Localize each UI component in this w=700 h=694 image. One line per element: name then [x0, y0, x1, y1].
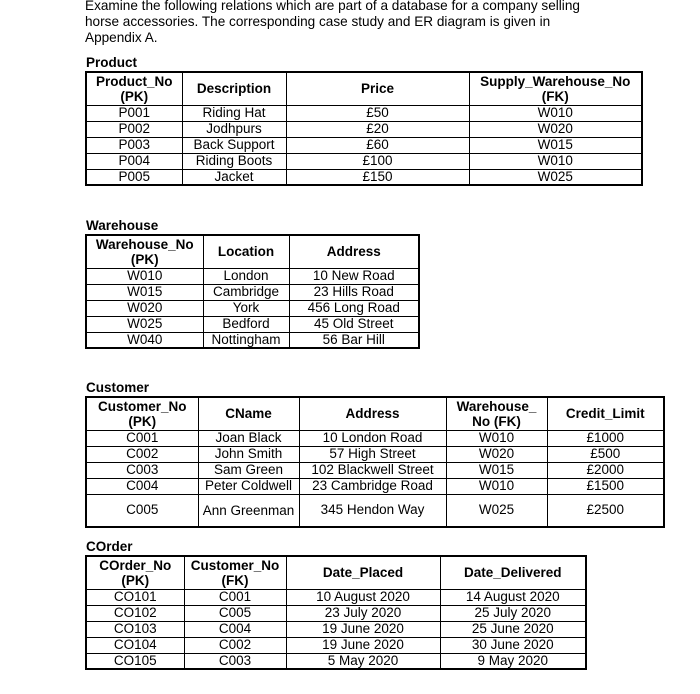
customer-cell: 10 London Road	[299, 430, 446, 446]
corder-cell: CO101	[86, 589, 184, 605]
product-cell: P002	[86, 121, 182, 137]
product-cell: £50	[286, 105, 469, 121]
table-row	[86, 462, 664, 478]
table-row	[86, 494, 664, 527]
corder-cell: 19 June 2020	[286, 621, 440, 637]
product-cell: Riding Boots	[182, 153, 286, 169]
intro-paragraph: Examine the following relations which are part of a database for a company selling horse accessories. The corresponding case study and ER diagram is given in Appendix A.	[85, 0, 580, 45]
warehouse-cell: W010	[86, 268, 203, 284]
corder-cell: 25 July 2020	[440, 605, 586, 621]
corder-cell: 25 June 2020	[440, 621, 586, 637]
warehouse-cell: W040	[86, 332, 203, 348]
customer-header-customer-no: Customer_No (PK)	[86, 397, 198, 430]
product-header-product-no: Product_No (PK)	[86, 72, 182, 105]
corder-table	[85, 555, 587, 670]
customer-cell: C005	[86, 494, 198, 527]
customer-header-cname: CName	[198, 397, 299, 430]
product-cell: P005	[86, 169, 182, 185]
corder-cell: 5 May 2020	[286, 653, 440, 669]
table-row	[86, 478, 664, 494]
customer-cell: Sam Green	[198, 462, 299, 478]
customer-header-warehouse-no: Warehouse_ No (FK)	[446, 397, 547, 430]
table-row	[86, 621, 586, 637]
product-cell: £60	[286, 137, 469, 153]
product-cell: Back Support	[182, 137, 286, 153]
warehouse-cell: York	[203, 300, 289, 316]
product-cell: Jodhpurs	[182, 121, 286, 137]
corder-table-title: COrder	[86, 539, 133, 554]
warehouse-cell: Bedford	[203, 316, 289, 332]
corder-cell: C003	[184, 653, 286, 669]
warehouse-cell: W015	[86, 284, 203, 300]
table-row	[86, 137, 642, 153]
corder-cell: C002	[184, 637, 286, 653]
table-row	[86, 332, 419, 348]
product-cell: Riding Hat	[182, 105, 286, 121]
product-cell: Jacket	[182, 169, 286, 185]
product-cell: W015	[469, 137, 642, 153]
customer-cell: £2000	[547, 462, 664, 478]
table-row	[86, 268, 419, 284]
product-cell: W020	[469, 121, 642, 137]
table-row	[86, 121, 642, 137]
product-table-title: Product	[86, 55, 138, 70]
corder-header-customer-no: Customer_No (FK)	[184, 556, 286, 589]
corder-cell: 9 May 2020	[440, 653, 586, 669]
corder-cell: 30 June 2020	[440, 637, 586, 653]
customer-cell: John Smith	[198, 446, 299, 462]
customer-cell: C004	[86, 478, 198, 494]
product-header-supply-warehouse-no: Supply_Warehouse_No (FK)	[469, 72, 642, 105]
table-row	[86, 316, 419, 332]
product-cell: P004	[86, 153, 182, 169]
customer-cell: C002	[86, 446, 198, 462]
corder-cell: C004	[184, 621, 286, 637]
customer-table	[85, 396, 665, 528]
warehouse-header-address: Address	[289, 235, 419, 268]
corder-cell: C005	[184, 605, 286, 621]
warehouse-cell: 45 Old Street	[289, 316, 419, 332]
warehouse-cell: Nottingham	[203, 332, 289, 348]
customer-cell: W010	[446, 478, 547, 494]
customer-header-address: Address	[299, 397, 446, 430]
product-cell: P003	[86, 137, 182, 153]
corder-cell: CO104	[86, 637, 184, 653]
corder-cell: 10 August 2020	[286, 589, 440, 605]
warehouse-header-warehouse-no: Warehouse_No (PK)	[86, 235, 203, 268]
corder-cell: 23 July 2020	[286, 605, 440, 621]
product-cell: W010	[469, 153, 642, 169]
table-row	[86, 430, 664, 446]
table-row	[86, 284, 419, 300]
warehouse-table	[85, 234, 420, 349]
table-row	[86, 169, 642, 185]
corder-header-date-placed: Date_Placed	[286, 556, 440, 589]
customer-header-credit-limit: Credit_Limit	[547, 397, 664, 430]
table-row	[86, 653, 586, 669]
customer-cell: C003	[86, 462, 198, 478]
warehouse-cell: 23 Hills Road	[289, 284, 419, 300]
corder-header-date-delivered: Date_Delivered	[440, 556, 586, 589]
table-row	[86, 589, 586, 605]
customer-cell: C001	[86, 430, 198, 446]
warehouse-cell: W020	[86, 300, 203, 316]
product-cell: P001	[86, 105, 182, 121]
warehouse-table-title: Warehouse	[86, 218, 159, 233]
warehouse-cell: 56 Bar Hill	[289, 332, 419, 348]
product-cell: £20	[286, 121, 469, 137]
warehouse-cell: 10 New Road	[289, 268, 419, 284]
product-cell: W010	[469, 105, 642, 121]
customer-cell: 57 High Street	[299, 446, 446, 462]
customer-cell: 102 Blackwell Street	[299, 462, 446, 478]
table-row	[86, 605, 586, 621]
corder-cell: 19 June 2020	[286, 637, 440, 653]
corder-cell: 14 August 2020	[440, 589, 586, 605]
customer-cell: W015	[446, 462, 547, 478]
product-cell: W025	[469, 169, 642, 185]
corder-header-corder-no: COrder_No (PK)	[86, 556, 184, 589]
product-cell: £150	[286, 169, 469, 185]
customer-table-title: Customer	[86, 380, 150, 395]
customer-cell: W025	[446, 494, 547, 527]
corder-cell: CO103	[86, 621, 184, 637]
customer-cell: £1000	[547, 430, 664, 446]
product-header-price: Price	[286, 72, 469, 105]
product-table	[85, 71, 643, 186]
warehouse-cell: 456 Long Road	[289, 300, 419, 316]
table-row	[86, 637, 586, 653]
product-header-description: Description	[182, 72, 286, 105]
table-row	[86, 153, 642, 169]
warehouse-header-location: Location	[203, 235, 289, 268]
customer-cell: W010	[446, 430, 547, 446]
warehouse-cell: London	[203, 268, 289, 284]
customer-cell: Peter Coldwell	[198, 478, 299, 494]
warehouse-cell: Cambridge	[203, 284, 289, 300]
table-row	[86, 446, 664, 462]
customer-cell: £2500	[547, 494, 664, 527]
table-row	[86, 300, 419, 316]
customer-cell: Ann Greenman	[198, 494, 299, 527]
customer-cell: Joan Black	[198, 430, 299, 446]
table-row	[86, 105, 642, 121]
corder-cell: C001	[184, 589, 286, 605]
warehouse-cell: W025	[86, 316, 203, 332]
customer-cell: W020	[446, 446, 547, 462]
customer-cell: £500	[547, 446, 664, 462]
customer-cell: 345 Hendon Way	[299, 494, 446, 527]
corder-cell: CO105	[86, 653, 184, 669]
corder-cell: CO102	[86, 605, 184, 621]
product-cell: £100	[286, 153, 469, 169]
customer-cell: £1500	[547, 478, 664, 494]
customer-cell: 23 Cambridge Road	[299, 478, 446, 494]
